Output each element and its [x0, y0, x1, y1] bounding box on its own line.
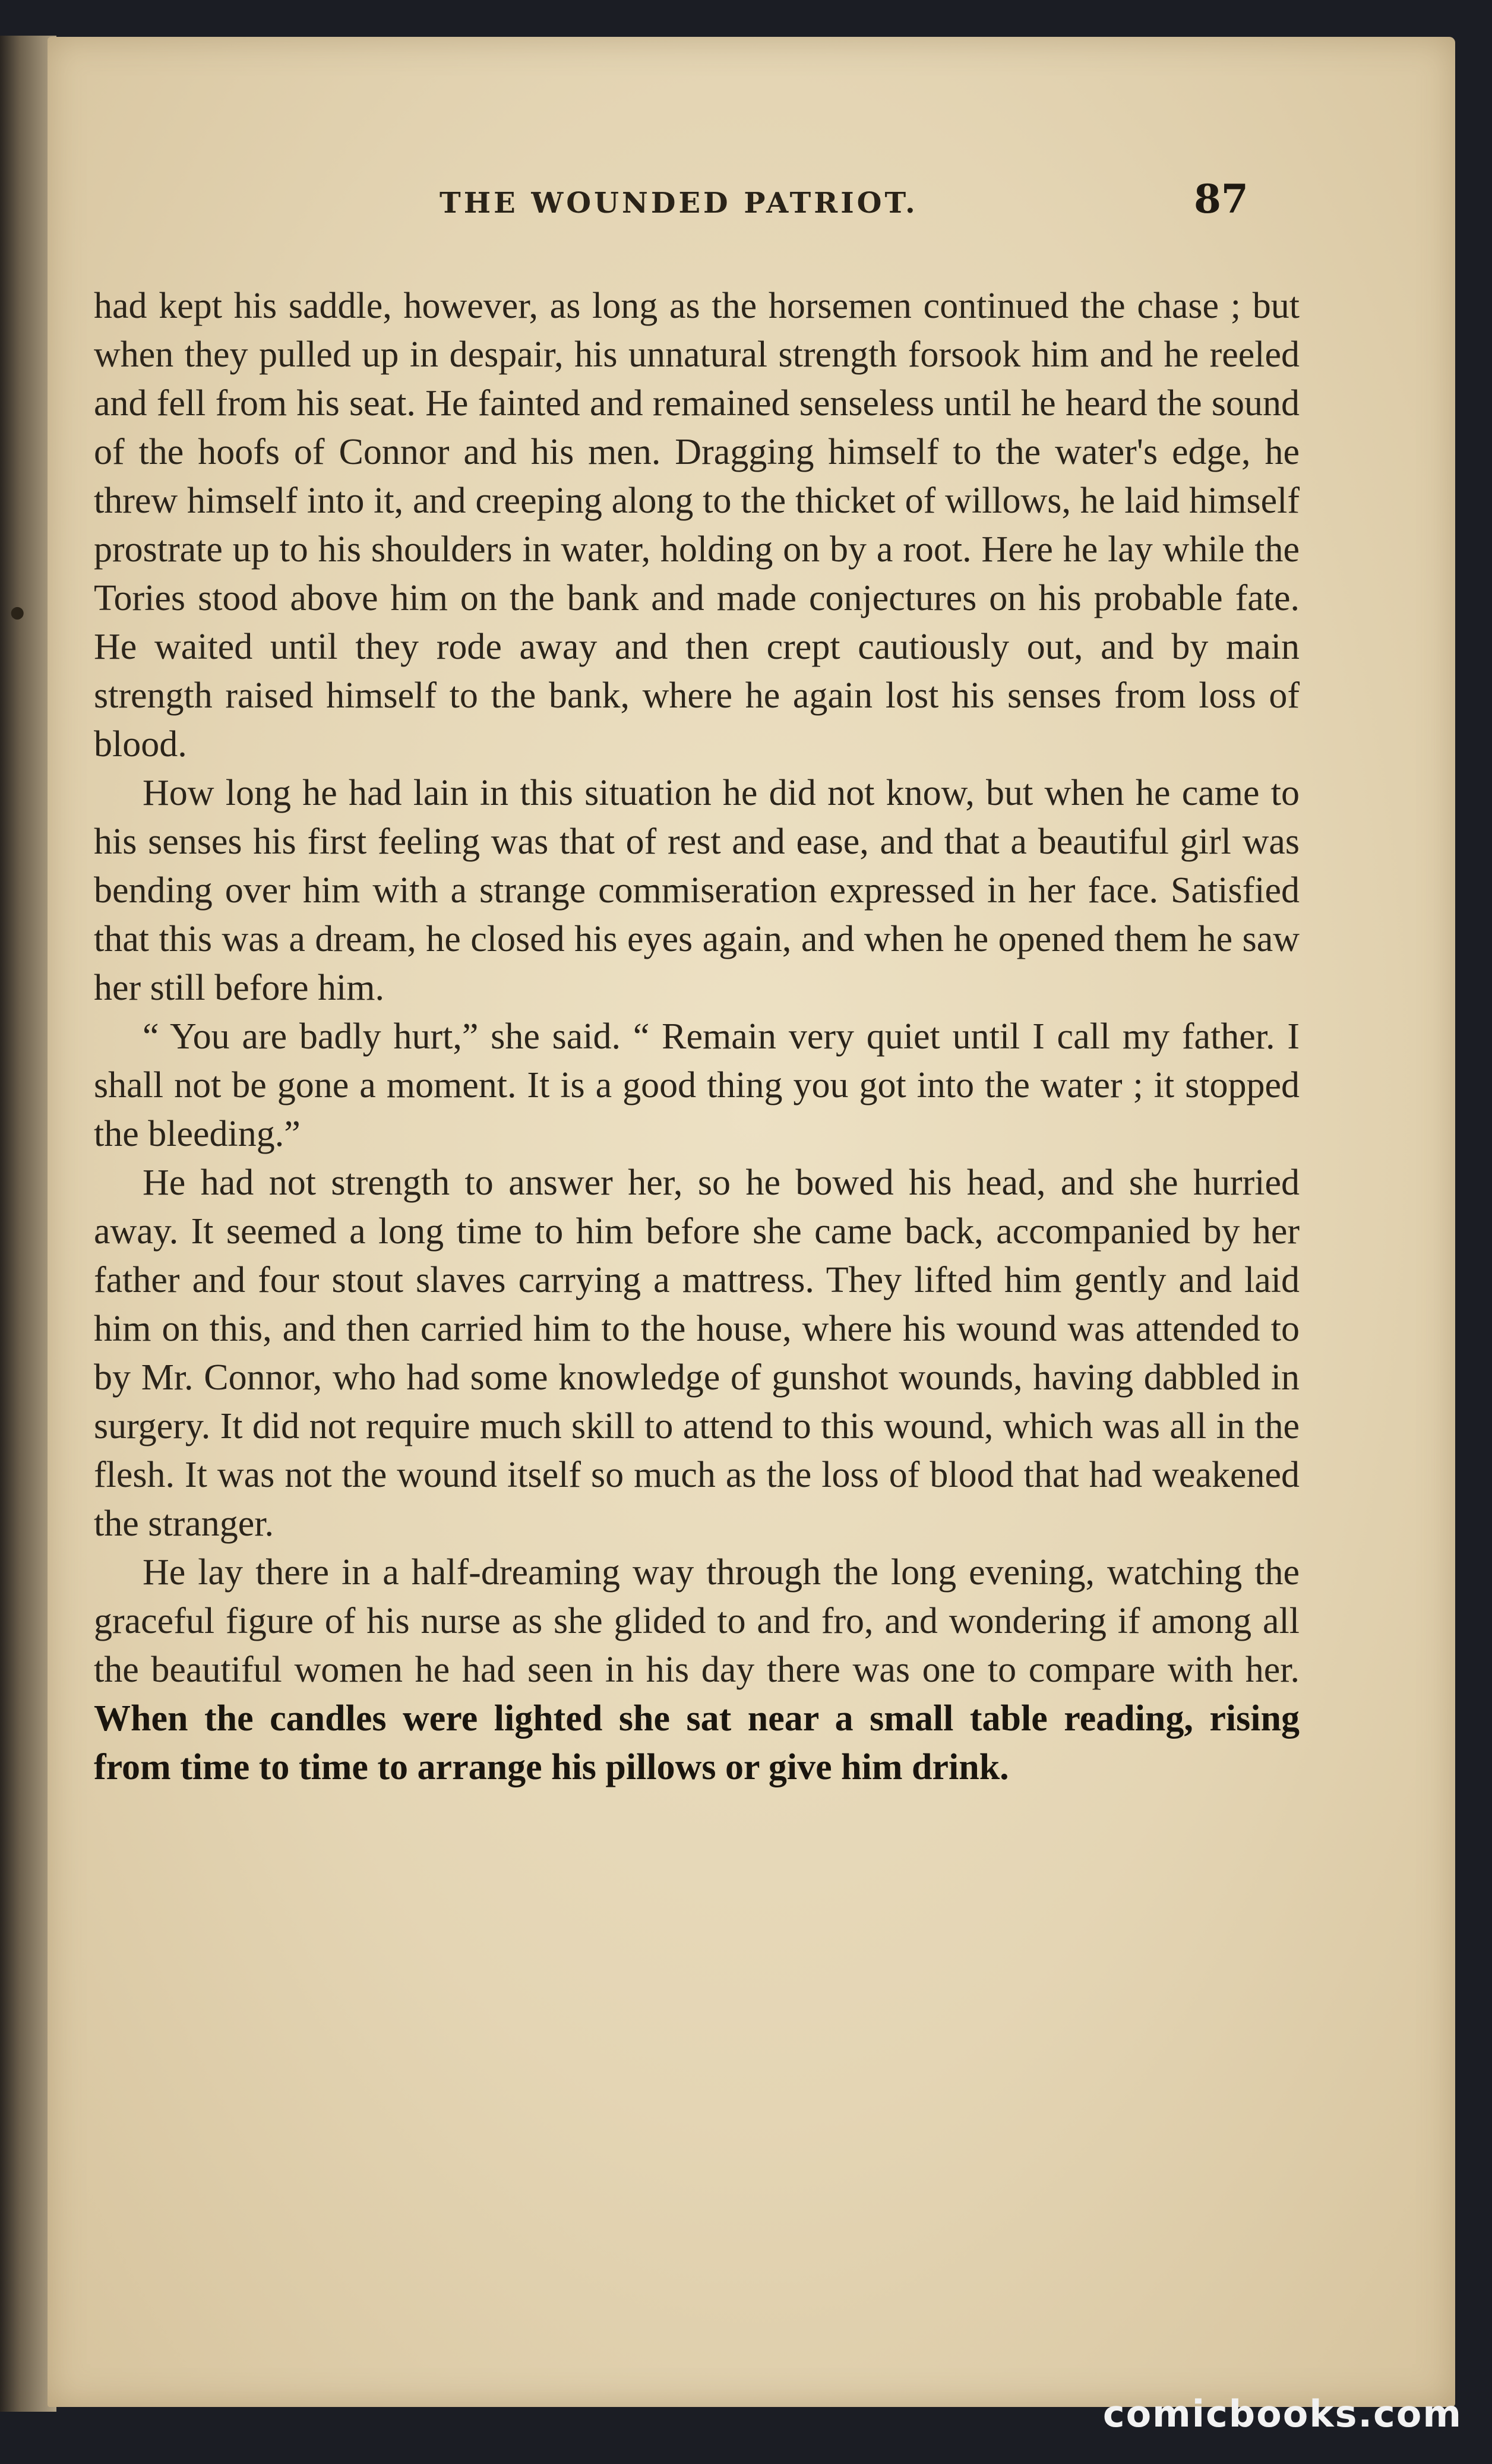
- running-title: THE WOUNDED PATRIOT.: [440, 187, 918, 220]
- page-header: [48, 156, 1455, 227]
- paragraph-4: He had not strength to answer her, so he bowed his head, and she hurried away. It seemed a long time to him before she came back, accompanied by her father and four stout slaves carrying a mattress. They lifted him gently and laid him on this, and then carried him to the house, where his wound was attended to by Mr. Connor, who had some knowledge of gunshot wounds, having dabbled in surgery. It did not require much skill to attend to this wound, which was all in the flesh. It was not the wound itself so much as the loss of blood that had weakened the stranger.: [94, 1162, 1300, 1544]
- paragraph-5-start: He lay there in a half-dreaming way through the long evening, watching the graceful figure of his nurse as she glided to and fro, and wondering if among all the beautiful women he had seen in his day there was one to compare with her.: [94, 1552, 1300, 1690]
- book-page: [48, 37, 1455, 2407]
- paragraph-2: How long he had lain in this situation he did not know, but when he came to his senses his first feeling was that of rest and ease, and that a beautiful girl was bending over him with a strange commiseration expressed in her face. Satisfied that this was a dream, he closed his eyes again, and when he opened them he saw her still before him.: [94, 773, 1300, 1008]
- watermark: comicbooks.com: [1102, 2392, 1462, 2435]
- margin-speck: •: [6, 594, 29, 636]
- page-body-text: [94, 282, 1300, 1792]
- paragraph-3: “ You are badly hurt,” she said. “ Remain very quiet until I call my father. I shall not be gone a moment. It is a good thing you got into the water ; it stopped the bleeding.”: [94, 1016, 1300, 1154]
- paragraph-5: [94, 1548, 1300, 1792]
- paragraph-5-end: When the candles were lighted she sat near a small table reading, rising from time to time to arrange his pillows or give him drink.: [94, 1698, 1300, 1787]
- page-number: 87: [1194, 176, 1248, 222]
- paragraph-1: had kept his saddle, however, as long as the horsemen continued the chase ; but when they pulled up in despair, his unnatural strength forsook him and he reeled and fell from his seat. He fainted and remained senseless until he heard the sound of the hoofs of Connor and his men. Dragging himself to the water's edge, he threw himself into it, and creeping along to the thicket of willows, he laid himself prostrate up to his shoulders in water, holding on by a root. Here he lay while the Tories stood above him on the bank and made conjectures on his probable fate. He waited until they rode away and then crept cautiously out, and by main strength raised himself to the bank, where he again lost his senses from loss of blood.: [94, 286, 1300, 765]
